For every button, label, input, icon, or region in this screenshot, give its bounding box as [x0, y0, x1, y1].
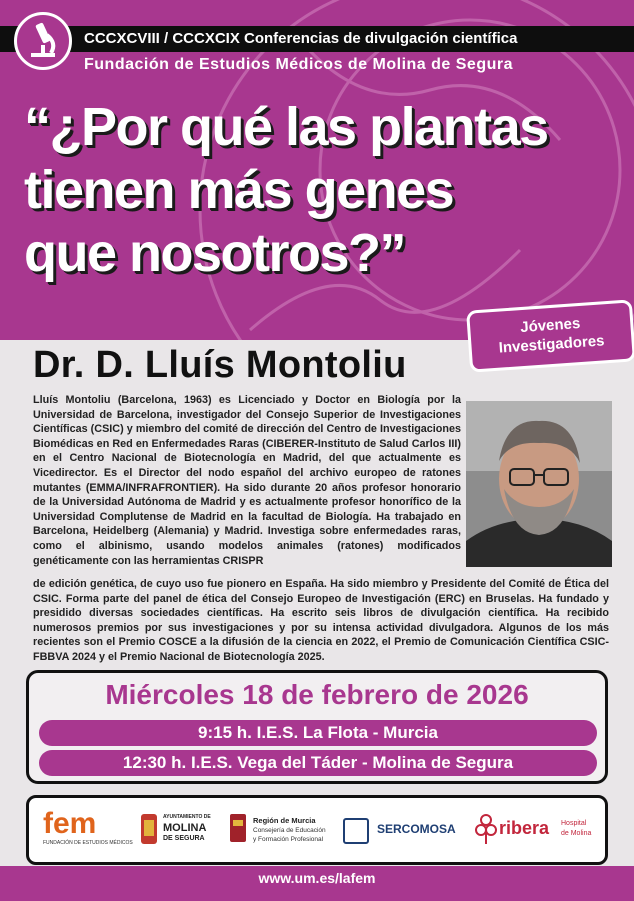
talk-title-line: que nosotros?” [24, 223, 405, 283]
fem-logo [43, 807, 133, 852]
coat-of-arms-icon [139, 810, 159, 850]
audience-badge [466, 299, 634, 372]
website-link[interactable]: www.um.es/lafem [258, 870, 376, 886]
sercomosa-logo [343, 808, 463, 852]
speaker-bio-part1 [33, 393, 461, 568]
organizer-name: Fundación de Estudios Médicos de Molina de Segura [84, 56, 513, 73]
fem-subtitle: FUNDACIÓN DE ESTUDIOS MÉDICOS [43, 840, 133, 846]
series-title: CCCXCVIII / CCCXCIX Conferencias de divulgación científica [84, 30, 518, 47]
talk-title-line: “¿Por qué las plantas [24, 97, 548, 157]
ribera-sub2: de Molina [561, 830, 592, 837]
ayuntamiento-logo [139, 808, 215, 852]
sponsors-strip [26, 795, 608, 865]
speaker-photo [466, 401, 612, 567]
region-murcia-logo [229, 808, 337, 852]
session-2: 12:30 h. I.E.S. Vega del Táder - Molina de Segura [39, 750, 597, 776]
microscope-icon [14, 12, 72, 70]
series-bar [0, 26, 634, 52]
badge-line: Investigadores [498, 332, 605, 357]
bio-text: de edición genética, de cuyo uso fue pionero en España. Ha sido miembro y Presidente del Comité de Ética del CSIC. Forma parte del panel de ética del Consejo Europeo de Investigación (ERC) en Bruselas. Ha fundado y presidido diversas sociedades científicas. Ha escrito seis libros de divulgación científica. Ha recibido numerosos premios por sus investigaciones y por su intensa actividad divulgadora. Algunos de los más recientes son el Premio COSCE a la difusión de la ciencia en 2022, el Premio de Comunicación Científica CSIC-FBBVA 2024 y el Premio Nacional de Biotecnología 2025. [33, 578, 609, 663]
speaker-portrait-icon [466, 401, 612, 567]
ayto-line3: DE SEGURA [163, 835, 205, 842]
ribera-wordmark: ribera [499, 818, 550, 838]
ribera-flower-icon [475, 812, 497, 846]
sercomosa-wordmark: SERCOMOSA [377, 822, 456, 836]
ribera-logo [475, 808, 601, 852]
header-band [0, 0, 634, 340]
badge-line: Jóvenes [519, 314, 581, 337]
speaker-bio-part2 [33, 577, 609, 665]
region-line1: Región de Murcia [253, 816, 316, 825]
ribera-sub1: Hospital [561, 820, 587, 827]
speaker-name: Dr. D. Lluís Montoliu [33, 344, 407, 386]
bio-text: Lluís Montoliu (Barcelona, 1963) es Licenciado y Doctor en Biología por la Universidad de Barcelona, investigador del Consejo Superior de Investigaciones Científicas (CSIC) y miembro del comité de dirección del Centro de Investigaciones Biomédicas en Red en Enfermedades Raras (CIBERER-Instituto de Salud Carlos III) en el Centro Nacional de Biotecnología en Madrid, del que actualmente es Vicedirector. Es el Director del nodo español del archivo europeo de ratones mutantes (EMMA/INFRAFRONTIER). Ha sido durante 20 años profesor honorario de la Universidad Autónoma de Madrid y es actualmente profesor honorífico de la Universidad Complutense de Madrid en la facultad de Biología. Ha trabajado en Barcelona, Heidelberg (Alemania) y Madrid. Investiga sobre enfermedades raras, como el albinismo, usando modelos animales (ratones) modificados genéticamente con las herramientas CRISPR [33, 394, 461, 567]
talk-title-line: tienen más genes [24, 160, 454, 220]
region-line2: Consejería de Educación [253, 827, 326, 834]
region-shield-icon [229, 812, 247, 846]
ayto-line2: MOLINA [163, 822, 207, 834]
ayto-line1: AYUNTAMIENTO DE [163, 814, 211, 820]
fem-wordmark: fem [43, 807, 97, 840]
event-schedule [26, 670, 608, 784]
sercomosa-emblem-icon [343, 818, 369, 844]
talk-title [24, 96, 624, 285]
session-1: 9:15 h. I.E.S. La Flota - Murcia [39, 720, 597, 746]
region-line3: y Formación Profesional [253, 836, 324, 843]
event-date: Miércoles 18 de febrero de 2026 [105, 679, 529, 710]
